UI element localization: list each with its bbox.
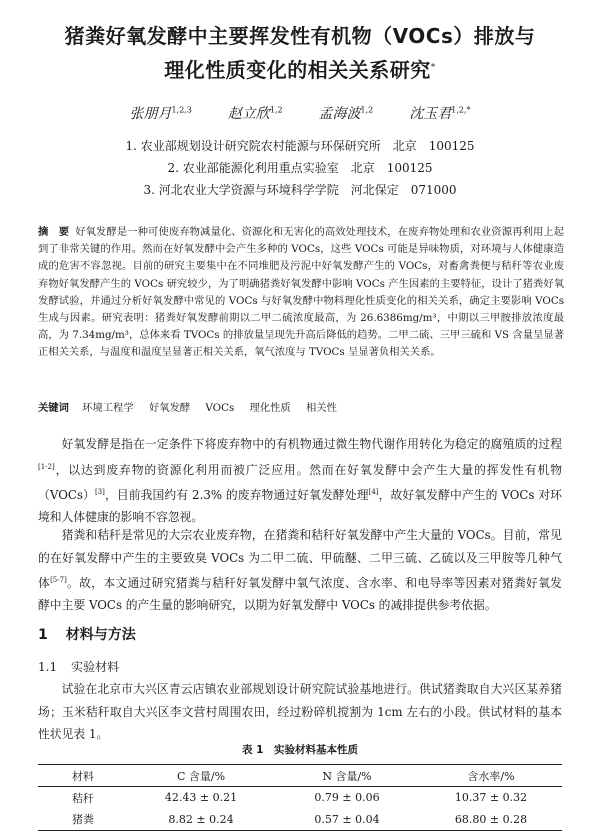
author: 孟海波$^{1,2}$ [318,105,374,122]
table-header-row [38,765,562,787]
table-row [38,787,562,809]
affiliation-3: 3. 河北农业大学资源与环境科学学院 河北保定 071000 [143,183,457,197]
affiliation-2: 2. 农业部能源化利用重点实验室 北京 100125 [167,161,433,175]
subsection-title: 实验材料 [71,660,120,674]
keyword: VOCs [205,402,235,414]
table-cell: 8.82 ± 0.24 [168,812,234,826]
author: 赵立欣$^{1,2}$ [227,105,283,122]
table-cell: 42.43 ± 0.21 [164,791,238,805]
table-header-cell: N 含量/% [322,769,372,783]
keyword: 相关性 [306,402,337,414]
abstract-text: 好氧发酵是一种可使废弃物减量化、资源化和无害化的高效处理技术，在废弃物处理和农业资源再利用上起到了非常关键的作用。然而在好氧发酵中会产生多种的 VOCs，这些 VOCs 可能是异味物质，对环境与人体健康造成的危害不容忽视。目前的研究主要集中在不同堆肥及污泥中好氧发酵产生的 VOCs，对畜禽粪便与秸秆等农业废弃物好氧发酵产生的 VOCs 研究较少，为了明确猪粪好氧发酵中影响 VOCs 产生因素的主要特征，设计了猪粪好氧发酵试验，并通过分析好氧发酵中常见的 VOCs 与好氧发酵中物料理化性质变化的相关关系，确定主要影响 VOCs 生成与因素。研究表明：猪粪好氧发酵前期以二甲二硫浓度最高，为 26.6386mg/m³，中期以三甲胺排放浓度最高，为 7.34mg/m³，总体来看 TVOCs 的排放量呈现先升高后降低的趋势。二甲二硫、三甲三硫和 VS 含量呈显著正相关关系，与温度和温度呈显著正相关关系，氧气浓度与 TVOCs 呈显著负相关关系。 [38,226,565,359]
citation: [5-7] [50,576,67,584]
title-footnote-mark: * [430,62,436,73]
citation: [4] [368,487,379,496]
subsection-number: 1.1 [38,660,58,674]
citation: [1-2] [38,462,55,471]
section-title: 材料与方法 [65,627,136,643]
table-cell: 0.79 ± 0.06 [314,791,380,805]
affiliation-1: 1. 农业部规划设计研究院农村能源与环保研究所 北京 100125 [125,139,475,153]
section-heading [38,624,136,644]
methods-paragraph: 试验在北京市大兴区青云店镇农业部规划设计研究院试验基地进行。供试猪粪取自大兴区某养猪场；玉米秸秆取自大兴区李文营村周围农田，经过粉碎机搅割为 1cm 左右的小段。供试材料的基本性状见表 1。 [38,682,562,741]
table-cell: 68.80 ± 0.28 [454,812,528,826]
section-number: 1 [38,627,48,643]
keyword: 好氧发酵 [148,402,191,414]
table-header-cell: 材料 [72,769,94,783]
intro-paragraph-2: 猪粪和秸秆是常见的大宗农业废弃物，在猪粪和秸秆好氧发酵中产生大量的 VOCs。目前，常见的在好氧发酵中产生的主要致臭 VOCs 为二甲二硫、甲硫醚、二甲三硫、乙硫以及三甲胺等几种气体[5-7]。故，本文通过研究猪粪与秸秆好氧发酵中氧气浓度、含水率、和电导率等因素对猪粪好氧发酵中主要 VOCs 的产生量的影响研究，以期为好氧发酵中 VOCs 的减排提供参考依据。 [38,528,562,613]
keywords-label: 关键词 [38,402,69,414]
author-list [20,103,580,123]
abstract [38,224,564,362]
subsection-heading [38,658,119,675]
table-header-cell: 含水率/% [467,769,515,783]
table-row [38,809,562,831]
intro-paragraph-1: 好氧发酵是指在一定条件下将废弃物中的有机物通过微生物代谢作用转化为稳定的腐殖质的过程[1-2]，以达到废弃物的资源化利用而被广泛应用。然而在好氧发酵中会产生大量的挥发性有机物（VOCs）[3]，目前我国约有 2.3% 的废弃物通过好氧发酵处理[4]，故好氧发酵中产生的 VOCs 对环境和人体健康的影响不容忽视。 [38,437,562,525]
table-cell: 10.37 ± 0.32 [454,791,528,805]
paper-title-line1: 猪粪好氧发酵中主要挥发性有机物（VOCs）排放与 [64,24,536,48]
citation: [3] [94,487,105,496]
table-cell: 猪粪 [72,813,94,827]
table-caption: 表 1 实验材料基本性质 [242,744,358,756]
paper-title-line2: 理化性质变化的相关关系研究* [164,58,436,82]
abstract-label: 摘 要 [38,226,70,238]
materials-table [38,764,562,831]
author: 沈玉君$^{1,2,*}$ [409,105,471,122]
keywords [38,399,564,414]
author: 张朋月$^{1,2,3}$ [129,105,192,122]
table-cell: 0.57 ± 0.04 [314,812,380,826]
keyword: 环境工程学 [82,402,134,414]
table-header-cell: C 含量/% [176,769,226,783]
table-cell: 秸秆 [72,791,94,805]
keyword: 理化性质 [249,402,291,414]
